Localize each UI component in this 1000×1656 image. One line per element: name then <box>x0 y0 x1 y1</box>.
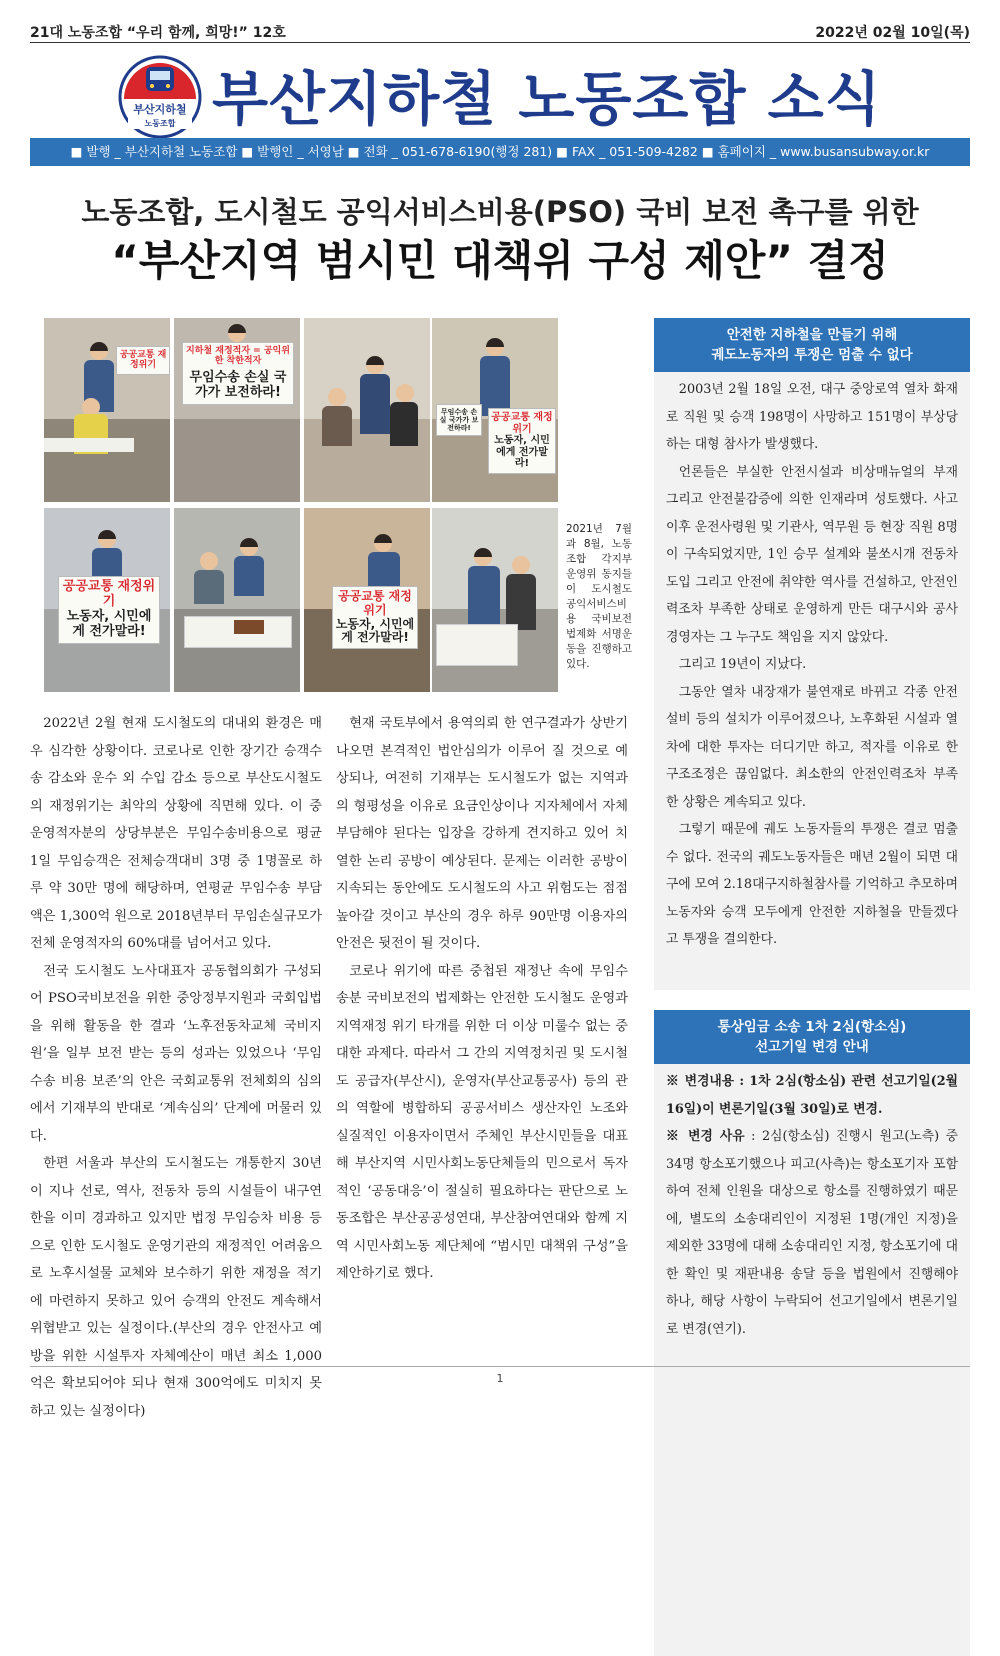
change-reason-text: : 2심(항소심) 진행시 원고(노측) 중 34명 항소포기했으나 피고(사측)는 항소포기자 포함하여 전체 인원을 대상으로 항소를 진행하였기 때문에, 별도의 소송대리인이 지정된 1명(개인 지정)을 제외한 33명에 대해 소송대리인 지정, 항소포기에 대한 확인 및 재판내용 송달 등을 법원에서 진행해야 하나, 해당 사항이 누락되어 선고기일에서 변론기일로 변경(연기). <box>666 1129 959 1337</box>
sidebar-paragraph: 2003년 2월 18일 오전, 대구 중앙로역 열차 화재로 직원 및 승객 198명이 사망하고 151명이 부상당하는 대형 참사가 발생했다. <box>666 382 958 452</box>
photo-3 <box>304 318 430 502</box>
picket-sign <box>116 346 170 375</box>
photo-7 <box>304 508 430 692</box>
sign-text: 지하철 재정적자 = 공익위한 착한적자 <box>186 346 290 367</box>
sign-text: 무임수송 손실 국가가 보전하라! <box>189 369 287 400</box>
sidebar-heading <box>654 1010 970 1064</box>
sidebar-safety-article <box>654 318 970 990</box>
sign-text: 노동자, 시민에게 전가말라! <box>494 435 550 469</box>
picket-sign <box>182 342 294 405</box>
photo-6 <box>174 508 300 692</box>
sign-text: 공공교통 재정위기 <box>119 350 167 371</box>
article-column-1 <box>30 710 322 1425</box>
logo-text-2: 노동조합 <box>144 119 176 128</box>
picket-sign <box>58 576 160 644</box>
photo-2 <box>174 318 300 502</box>
sign-text: 공공교통 재정위기 <box>491 412 553 435</box>
sidebar-paragraph: 그렇기 때문에 궤도 노동자들의 투쟁은 결코 멈출 수 없다. 전국의 궤도노동자들은 매년 2월이 되면 대구에 모여 2.18대구지하철참사를 기억하고 추모하며 노동자와 승객 모두에게 안전한 지하철을 만들겠다고 투쟁을 결의한다. <box>666 822 958 947</box>
sign-text: 노동자, 시민에게 전가말라! <box>335 616 415 645</box>
sidebar-paragraph: 그리고 19년이 지났다. <box>678 657 807 672</box>
page-number: 1 <box>496 1372 504 1385</box>
sign-text: 공공교통 재정위기 <box>338 589 412 617</box>
sidebar-paragraph: 언론들은 부실한 안전시설과 비상매뉴얼의 부재 그리고 안전불감증에 의한 인재라며 성토했다. 사고 이후 운전사령원 및 기관사, 역무원 등 현장 직원 8명이 구속되었지만, 1인 승무 설계와 불쏘시개 전동차 도입 그리고 안전에 취약한 역사를 건설하고, 안전인력조차 부족한 상태로 운영하게 만든 대구시와 공사 경영자는 그 누구도 책임을 지지 않았다. <box>666 464 958 645</box>
photo-grid <box>44 318 558 692</box>
sidebar-heading <box>654 318 970 372</box>
article-paragraph: 2022년 2월 현재 도시철도의 대내외 환경은 매우 심각한 상황이다. 코로나로 인한 장기간 승객수송 감소와 운수 외 수입 감소 등으로 부산도시철도의 재정위기는 최악의 상황에 직면해 있다. 이 중 운영적자분의 상당부분은 무임수송비용으로 평균 1일 무임승객은 전체승객대비 3명 중 1명꼴로 하루 약 30만 명에 해당하며, 연평균 무임수송 부담액은 1,300억 원으로 2018년부터 무임손실규모가 전체 운영적자의 60%대를 넘어서고 있다. <box>30 716 322 951</box>
logo-text-1: 부산지하철 <box>133 103 187 116</box>
photo-5 <box>44 508 170 692</box>
article-column-2 <box>336 710 628 1288</box>
sidebar-body <box>654 1064 970 1347</box>
article-paragraph: 현재 국토부에서 용역의뢰 한 연구결과가 상반기 나오면 본격적인 법안심의가 이루어 질 것으로 예상되나, 여전히 기재부는 도시철도가 없는 지역과의 형평성을 이유로 요금인상이나 지자체에서 자체 부담해야 된다는 입장을 강하게 견지하고 있어 치열한 논리 공방이 예상된다. 문제는 이러한 공방이 지속되는 동안에도 도시철도의 사고 위험도는 점점 높아갈 것이고 부산의 경우 하루 90만명 이용자의 안전은 뒷전이 될 것이다. <box>336 716 628 951</box>
issue-line <box>30 22 970 42</box>
headline-subtitle: 노동조합, 도시철도 공익서비스비용(PSO) 국비 보전 촉구를 위한 <box>81 195 919 229</box>
photo-1 <box>44 318 170 502</box>
sidebar-lawsuit-notice <box>654 1010 970 1656</box>
sidebar-heading-line: 선고기일 변경 안내 <box>755 1039 869 1055</box>
sidebar-paragraph: 그동안 열차 내장재가 불연재로 바뀌고 각종 안전 설비 등의 설치가 이루어졌으나, 노후화된 시설과 열차에 대한 투자는 더디기만 하고, 적자를 이유로 한 구조조정은 끊임없다. 최소한의 안전인력조차 부족한 상황은 계속되고 있다. <box>666 684 958 810</box>
picket-sign <box>488 408 556 474</box>
sidebar-body <box>654 372 970 958</box>
article-paragraph: 한편 서울과 부산의 도시철도는 개통한지 30년이 지나 선로, 역사, 전동차 등의 시설들이 내구연한을 이미 경과하고 있지만 법정 무임승차 비용 등으로 인한 도시철도 운영기관의 재정적인 어려움으로 노후시설물 교체와 보수하기 위한 재정을 적기에 마련하지 못하고 있어 승객의 안전도 계속해서 위협받고 있는 실정이다.(부산의 경우 안전사고 예방을 위한 시설투자 자체예산이 매년 최소 1,000억은 확보되어야 되나 현재 300억에도 미치지 못하고 있는 실정이다) <box>30 1156 322 1419</box>
top-divider <box>30 42 970 43</box>
article-paragraph: 전국 도시철도 노사대표자 공동협의회가 구성되어 PSO국비보전을 위한 중앙정부지원과 국회입법을 위해 활동을 한 결과 ‘노후전동차교체 국비지원’을 일부 보전 받는 등의 성과는 있었으나 ‘무임수송 비용 보존’의 안은 국회교통위 전체회의 심의에서 기재부의 반대로 ‘계속심의’ 단계에 머물러 있다. <box>30 963 322 1144</box>
publication-info-bar: ■ 발행 _ 부산지하철 노동조합 ■ 발행인 _ 서영남 ■ 전화 _ 051-678-6190(행정 281) ■ FAX _ 051-509-4282 ■ 홈페이지 _ www.busansubway.or.kr <box>30 138 970 166</box>
sign-text: 무임수송 손실 국가가 보전하라! <box>439 408 479 433</box>
sidebar-heading-line: 궤도노동자의 투쟁은 멈출 수 없다 <box>711 347 913 363</box>
sidebar-heading-line: 통상임금 소송 1차 2심(항소심) <box>717 1019 907 1035</box>
picket-sign <box>436 404 482 436</box>
issue-number: 21대 노동조합 “우리 함께, 희망!” 12호 <box>30 25 286 41</box>
photo-8 <box>432 508 558 692</box>
issue-date: 2022년 02월 10일(목) <box>815 25 970 41</box>
headline-title: “부산지역 범시민 대책위 구성 제안” 결정 <box>111 236 889 285</box>
sign-text: 공공교통 재정위기 <box>62 579 156 609</box>
union-logo <box>118 55 202 139</box>
sidebar-heading-line: 안전한 지하철을 만들기 위해 <box>726 327 898 343</box>
picket-sign <box>332 586 418 649</box>
masthead-title: 부산지하철 노동조합 소식 <box>212 65 882 133</box>
change-reason-label: ※ 변경 사유 <box>666 1129 745 1144</box>
change-content: ※ 변경내용 : 1차 2심(항소심) 관련 선고기일(2월 16일)이 변론기일(3월 30일)로 변경. <box>666 1074 958 1117</box>
photo-4 <box>432 318 558 502</box>
sign-text: 노동자, 시민에게 전가말라! <box>66 608 152 639</box>
photo-caption: 2021년 7월과 8월, 노동조합 각지부 운영위 동지들이 도시철도 공익서비스비용 국비보전 법제화 서명운동을 진행하고 있다. <box>566 523 632 670</box>
footer-divider <box>30 1366 970 1367</box>
article-paragraph: 코로나 위기에 따른 중첩된 재정난 속에 무임수송분 국비보전의 법제화는 안전한 도시철도 운영과 지역재정 위기 타개를 위한 더 이상 미룰수 없는 중대한 과제다. 따라서 그 간의 지역정치권 및 도시철도 공급자(부산시), 운영자(부산교통공사) 등의 관의 역할에 병합하되 공공서비스 생산자인 노조와 실질적인 이용자이면서 주체인 부산시민들을 대표해 부산지역 시민사회노동단체들의 민으로서 독자적인 ‘공동대응’이 절실히 필요하다는 판단으로 노동조합은 부산공공성연대, 부산참여연대와 함께 지역 시민사회노동 제단체에 “범시민 대책위 구성”을 제안하기로 했다. <box>336 963 628 1281</box>
